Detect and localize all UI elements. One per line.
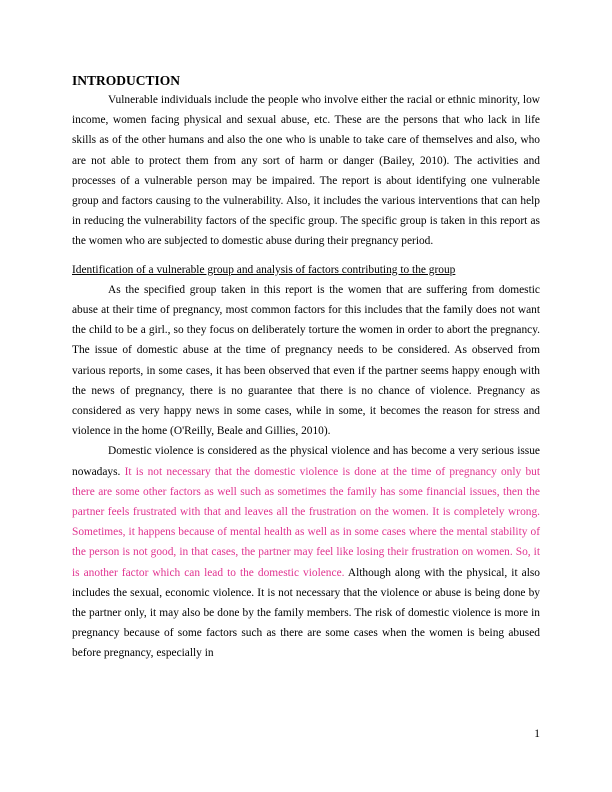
intro-paragraph: Vulnerable individuals include the people who involve either the racial or ethnic minority, low income, women facing physical and sexual abuse, etc. These are the persons that who lack in life skills as of the other humans and also the one who is unable to take care of themselves and also, who are not able to protect them from any sort of harm or danger (Bailey, 2010). The activities and processes of a vulnerable person may be impaired. The report is about identifying one vulnerable group and factors causing to the vulnerability. Also, it includes the various interventions that can help in reducing the vulnerability factors of the specific group. The specific group is taken in this report as the women who are subjected to domestic abuse during their pregnancy period. [72,94,540,248]
document-body [72,72,540,664]
paragraph-2: As the specified group taken in this report is the women that are suffering from domestic abuse at their time of pregnancy, most common factors for this includes that the family does not want the child to be a girl., so they focus on deliberately torture the women in order to abort the pregnancy. The issue of domestic abuse at the time of pregnancy needs to be considered. As observed from various reports, in some cases, it has been observed that even if the partner seems happy enough with the news of pregnancy, there is no guarantee that there is no chance of violence. Pregnancy as considered as very happy news in some cases, while in some, it becomes the reason for stress and violence in the home (O'Reilly, Beale and Gillies, 2010). [72,283,540,438]
page-number: 1 [534,728,540,740]
subsection-heading: Identification of a vulnerable group and analysis of factors contributing to the group [72,263,456,276]
paragraph-3-start: Domestic violence is considered as the physical violence and has become a very serious issue nowadays. [72,445,540,478]
paragraph-3 [72,441,540,663]
section-heading: INTRODUCTION [72,73,181,88]
paragraph-3-highlight: It is not necessary that the domestic violence is done at the time of pregnancy only but there are some other factors as well such as sometimes the family has some financial issues, then the partner feels frustrated with that and leaves all the frustration on the women. It is completely wrong. Sometimes, it happens because of mental health as well as in some cases where the mental stability of the person is not good, in that cases, the partner may feel like losing their frustration on women. So, it is another factor which can lead to the domestic violence. [72,465,541,579]
paragraph-3-end: Although along with the physical, it also includes the sexual, economic violence. It is not necessary that the violence or abuse is being done by the partner only, it may also be done by the family members. The risk of domestic violence is more in pregnancy because of some factors such as there are some cases when the women is being abused before pregnancy, especially in [72,566,540,660]
